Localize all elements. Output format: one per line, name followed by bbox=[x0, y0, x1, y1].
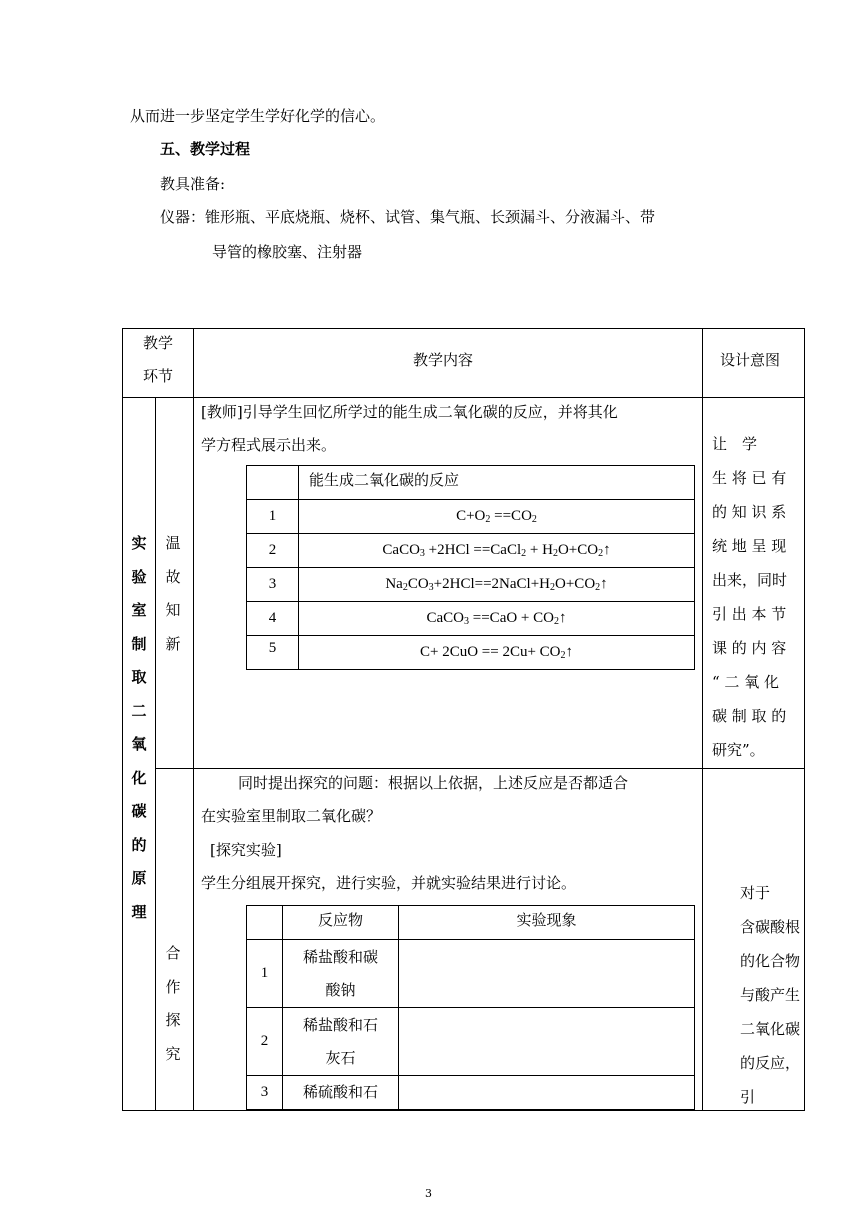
section-heading: 五、教学过程 bbox=[160, 140, 251, 158]
exp-header-phenomenon: 实验现象 bbox=[399, 906, 695, 940]
reaction-row bbox=[247, 534, 695, 568]
intent-review-line: 统 地 呈 现 bbox=[712, 537, 787, 555]
experiment-reactants: 稀盐酸和石 灰石 bbox=[283, 1008, 399, 1076]
experiment-phenomenon bbox=[399, 1008, 695, 1076]
intent-review-line: 让 学 bbox=[712, 435, 758, 453]
experiment-phenomenon bbox=[399, 1076, 695, 1110]
stage-review-label bbox=[158, 527, 188, 661]
main-stage-char: 原 bbox=[131, 869, 147, 887]
reaction-equation: CaCO$_3$ $==CaO + CO_2↑$ bbox=[299, 602, 695, 636]
intent-review-line: “ 二 氧 化 bbox=[712, 673, 779, 691]
header-stage-line-2: 环节 bbox=[143, 367, 174, 385]
header-intent: 设计意图 bbox=[720, 351, 781, 369]
reaction-equation: $Na_2CO_3+2HCl==2NaCl+H_2O+CO_2↑$ bbox=[299, 568, 695, 602]
reaction-equation: $C+O_2 ==CO_2$ bbox=[299, 500, 695, 534]
intent-review-line: 课 的 内 容 bbox=[712, 639, 787, 657]
main-stage-char: 取 bbox=[131, 668, 147, 686]
page-number: 3 bbox=[425, 1187, 432, 1200]
reactions-header: 能生成二氧化碳的反应 bbox=[299, 466, 695, 500]
teacher-instruction-line-1: [教师]引导学生回忆所学过的能生成二氧化碳的反应，并将其化 bbox=[201, 403, 618, 421]
experiment-row bbox=[247, 1008, 695, 1076]
stage-explore-label bbox=[158, 937, 188, 1071]
instruments-line-1: 仪器：锥形瓶、平底烧瓶、烧杯、试管、集气瓶、长颈漏斗、分液漏斗、带 bbox=[160, 208, 656, 226]
intent-explore-line: 的化合物 bbox=[740, 952, 801, 970]
experiment-table bbox=[246, 905, 695, 1110]
experiment-reactants: 稀硫酸和石 bbox=[283, 1076, 399, 1110]
exp-header-blank bbox=[247, 906, 283, 940]
main-stage-char: 碳 bbox=[131, 802, 147, 820]
header-stage-line-1: 教学 bbox=[143, 334, 174, 352]
main-stage-char: 室 bbox=[131, 601, 147, 619]
intent-review bbox=[712, 427, 796, 767]
intent-review-line: 生 将 已 有 bbox=[712, 469, 787, 487]
experiment-phenomenon bbox=[399, 940, 695, 1008]
experiment-label: [探究实验] bbox=[210, 841, 282, 859]
main-stage-char: 氧 bbox=[131, 735, 147, 753]
stage-review-char: 新 bbox=[165, 634, 181, 653]
stage-explore-char: 合 bbox=[165, 944, 181, 962]
intent-explore-line: 含碳酸根 bbox=[740, 918, 801, 936]
reaction-row bbox=[247, 500, 695, 534]
reaction-number: 5 bbox=[247, 636, 299, 670]
reaction-number: 4 bbox=[247, 602, 299, 636]
instruments-line-2: 导管的橡胶塞、注射器 bbox=[212, 243, 363, 261]
main-stage-char: 制 bbox=[131, 634, 147, 653]
question-line-1: 同时提出探究的问题：根据以上依据，上述反应是否都适合 bbox=[238, 774, 629, 792]
experiment-row bbox=[247, 940, 695, 1008]
stage-explore-char: 究 bbox=[165, 1044, 181, 1063]
intent-explore bbox=[740, 876, 800, 1114]
main-stage-char: 理 bbox=[131, 902, 147, 921]
main-stage-char: 的 bbox=[131, 835, 147, 854]
reaction-row bbox=[247, 568, 695, 602]
reaction-row bbox=[247, 602, 695, 636]
main-stage-char: 实 bbox=[131, 534, 147, 552]
reactions-table bbox=[246, 465, 695, 670]
reaction-equation: CaCO$_3$ +2HCl ==CaCl$_2$ + $H_2O+CO_2↑$ bbox=[299, 534, 695, 568]
stage-review-char: 温 bbox=[165, 534, 181, 552]
intent-explore-line: 的反应，引 bbox=[740, 1054, 801, 1106]
reactions-header-blank bbox=[247, 466, 299, 500]
stage-review-char: 知 bbox=[165, 601, 181, 619]
experiment-instruction: 学生分组展开探究，进行实验，并就实验结果进行讨论。 bbox=[201, 874, 577, 892]
experiment-reactants: 稀盐酸和碳 酸钠 bbox=[283, 940, 399, 1008]
intent-explore-line: 与酸产生 bbox=[740, 986, 801, 1004]
main-stage-char: 验 bbox=[131, 567, 147, 586]
stage-explore-char: 作 bbox=[165, 977, 181, 996]
stage-review-char: 故 bbox=[165, 567, 181, 586]
experiment-number: 3 bbox=[247, 1076, 283, 1110]
experiment-number: 2 bbox=[247, 1008, 283, 1076]
reaction-equation: $C+ 2CuO == 2Cu+ CO_2↑$ bbox=[299, 636, 695, 670]
tools-label: 教具准备: bbox=[160, 175, 226, 193]
intro-paragraph-end: 从而进一步坚定学生学好化学的信心。 bbox=[130, 107, 386, 125]
reaction-number: 3 bbox=[247, 568, 299, 602]
intent-review-line: 出来，同时 bbox=[712, 571, 788, 589]
reaction-number: 1 bbox=[247, 500, 299, 534]
intent-review-line: 引 出 本 节 bbox=[712, 605, 787, 623]
experiment-number: 1 bbox=[247, 940, 283, 1008]
exp-header-reactants: 反应物 bbox=[283, 906, 399, 940]
experiment-row bbox=[247, 1076, 695, 1110]
intent-review-line: 的 知 识 系 bbox=[712, 503, 787, 521]
intent-explore-line: 二氧化碳 bbox=[740, 1020, 801, 1038]
reaction-number: 2 bbox=[247, 534, 299, 568]
intent-explore-line: 对于 bbox=[740, 884, 771, 902]
question-line-2: 在实验室里制取二氧化碳？ bbox=[201, 807, 382, 825]
main-stage-char: 化 bbox=[131, 768, 147, 787]
reaction-row bbox=[247, 636, 695, 670]
teacher-instruction-line-2: 学方程式展示出来。 bbox=[201, 436, 337, 454]
intent-review-line: 研究”。 bbox=[712, 741, 765, 759]
main-stage-label bbox=[124, 527, 154, 929]
stage-explore-char: 探 bbox=[165, 1011, 181, 1029]
header-content: 教学内容 bbox=[413, 351, 474, 369]
intent-review-line: 碳 制 取 的 bbox=[712, 707, 787, 725]
main-stage-char: 二 bbox=[131, 701, 147, 720]
